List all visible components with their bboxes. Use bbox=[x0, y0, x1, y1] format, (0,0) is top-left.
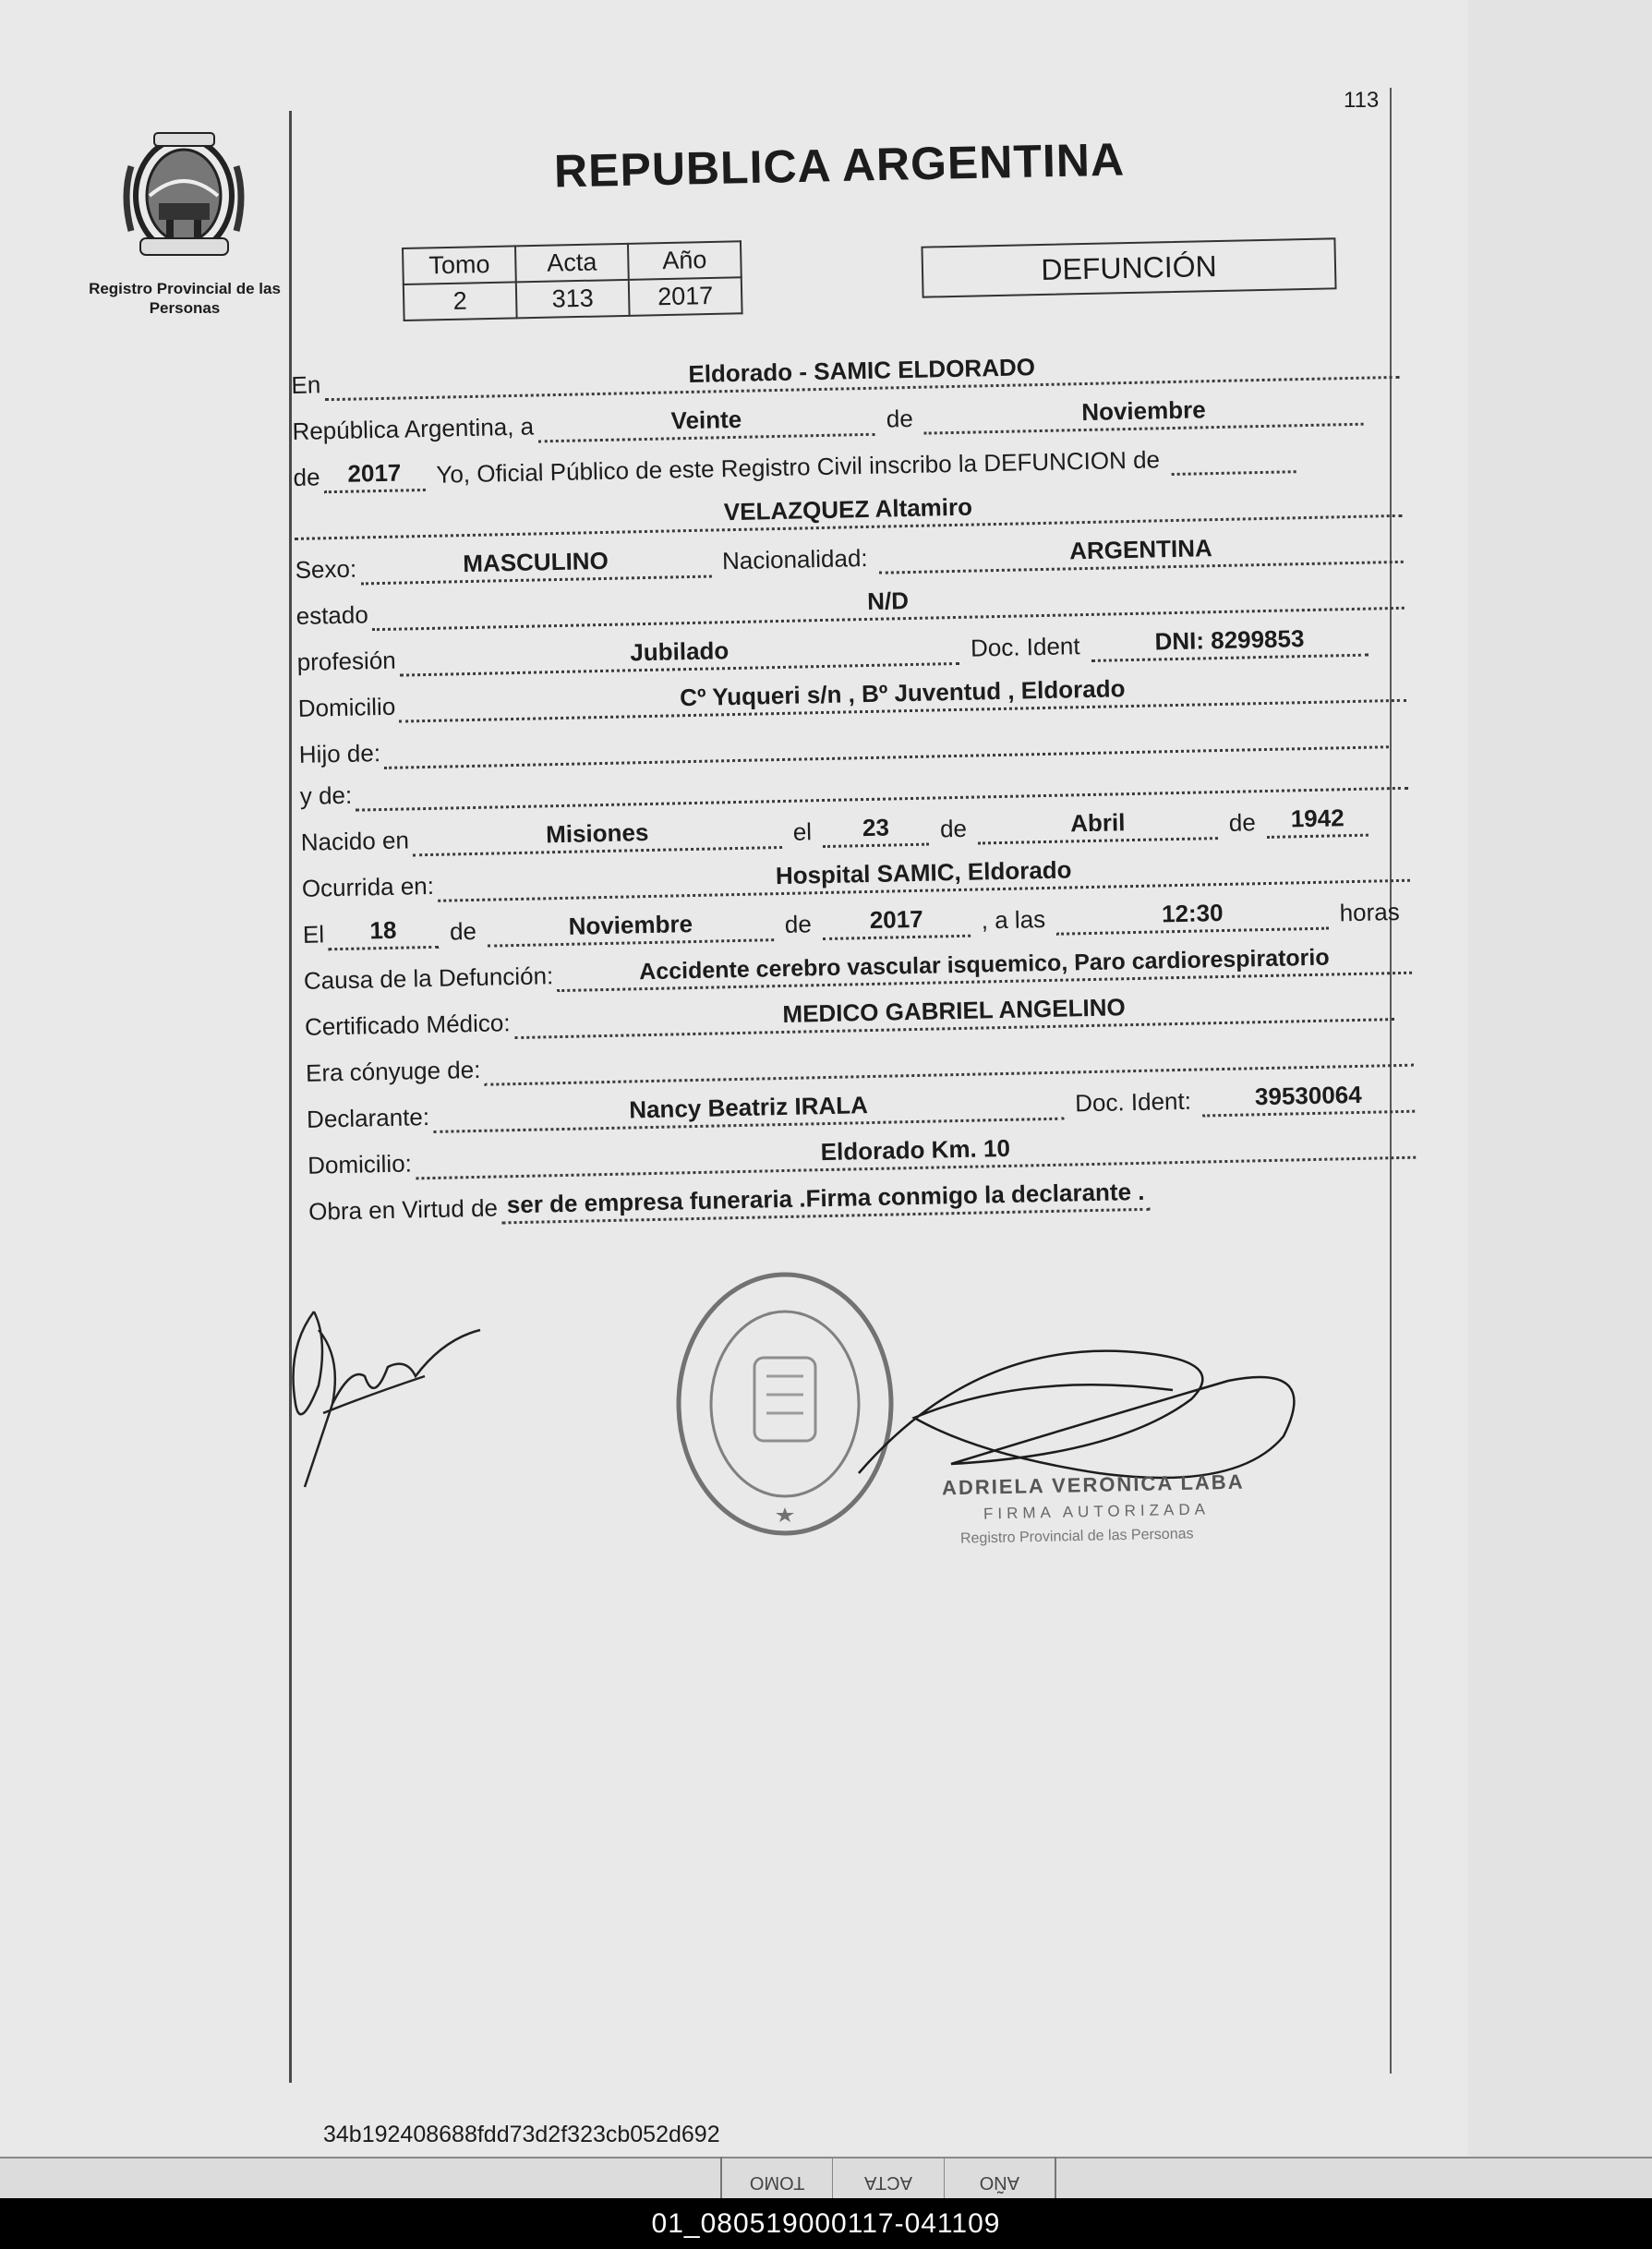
value-ocurrida-en: Hospital SAMIC, Eldorado bbox=[438, 849, 1410, 902]
label-El: El bbox=[302, 920, 325, 949]
value-certificado: MEDICO GABRIEL ANGELINO bbox=[513, 987, 1394, 1039]
value-decl-doc: 39530064 bbox=[1202, 1080, 1416, 1118]
value-def-hora: 12:30 bbox=[1056, 897, 1329, 936]
registry-header-tomo: Tomo bbox=[403, 246, 516, 284]
label-causa: Causa de la Defunción: bbox=[303, 961, 554, 995]
label-y-de: y de: bbox=[299, 780, 353, 810]
registry-header-anio: Año bbox=[628, 241, 742, 280]
label-en: En bbox=[291, 370, 321, 399]
label-profesion: profesión bbox=[296, 646, 397, 676]
next-sheet-col-acta: ACTA bbox=[832, 2157, 943, 2198]
label-decl-doc: Doc. Ident: bbox=[1074, 1086, 1192, 1118]
value-obra: ser de empresa funeraria .Firma conmigo la declarante . bbox=[501, 1178, 1151, 1225]
official-role: FIRMA AUTORIZADA bbox=[983, 1500, 1211, 1523]
label-certificado: Certificado Médico: bbox=[304, 1009, 511, 1041]
value-deceased-name: VELAZQUEZ Altamiro bbox=[294, 484, 1402, 540]
label-nacido-de: de bbox=[939, 814, 968, 843]
label-hijo-de: Hijo de: bbox=[298, 739, 381, 768]
emblem-caption: Registro Provincial de las Personas bbox=[89, 280, 281, 317]
label-estado: estado bbox=[295, 600, 369, 630]
death-record-form bbox=[291, 342, 1417, 1279]
label-declarante: Declarante: bbox=[306, 1103, 430, 1133]
next-sheet-table bbox=[720, 2157, 1056, 2198]
value-rep-day: Veinte bbox=[537, 403, 876, 443]
label-nacido-de-anio: de bbox=[1228, 808, 1257, 837]
value-domicilio: Cº Yuqueri s/n , Bº Juventud , Eldorado bbox=[399, 669, 1406, 723]
value-rep-month: Noviembre bbox=[923, 393, 1363, 435]
value-nacido-lugar: Misiones bbox=[413, 816, 783, 856]
label-year-de: de bbox=[293, 463, 320, 491]
label-nacionalidad: Nacionalidad: bbox=[721, 543, 868, 575]
official-name: ADRIELA VERONICA LABA bbox=[941, 1469, 1245, 1500]
value-year: 2017 bbox=[323, 458, 426, 493]
label-republica: República Argentina, a bbox=[292, 412, 535, 445]
value-nacido-mes: Abril bbox=[978, 806, 1219, 844]
registry-table bbox=[402, 240, 743, 321]
value-declarante: Nancy Beatriz IRALA bbox=[433, 1087, 1065, 1133]
value-en: Eldorado - SAMIC ELDORADO bbox=[324, 345, 1400, 401]
label-ocurrida-en: Ocurrida en: bbox=[301, 871, 435, 902]
value-inscribe-blank bbox=[1171, 468, 1296, 476]
value-def-dia: 18 bbox=[328, 915, 440, 951]
label-def-de: de bbox=[449, 916, 477, 946]
next-sheet-col-anio: AÑO bbox=[944, 2157, 1055, 2198]
value-estado: N/D bbox=[371, 576, 1404, 631]
file-name-footer: 01_080519000117-041109 bbox=[0, 2198, 1652, 2249]
document-hash: 34b192408688fdd73d2f323cb052d692 bbox=[323, 2122, 720, 2147]
value-nacido-dia: 23 bbox=[823, 813, 930, 848]
value-profesion: Jubilado bbox=[399, 632, 959, 677]
value-def-mes: Noviembre bbox=[488, 908, 775, 947]
registry-value-acta: 313 bbox=[516, 280, 630, 319]
label-obra: Obra en Virtud de bbox=[307, 1193, 499, 1226]
document-type-box: DEFUNCIÓN bbox=[921, 237, 1336, 297]
label-horas: horas bbox=[1339, 897, 1400, 927]
value-def-anio: 2017 bbox=[822, 904, 971, 940]
label-decl-domicilio: Domicilio: bbox=[307, 1149, 413, 1179]
value-nacido-anio: 1942 bbox=[1266, 804, 1369, 839]
registry-value-tomo: 2 bbox=[404, 282, 517, 320]
label-nacido-en: Nacido en bbox=[300, 826, 410, 856]
value-causa: Accidente cerebro vascular isquemico, Paro cardiorespiratorio bbox=[557, 943, 1412, 992]
label-doc-ident: Doc. Ident bbox=[970, 632, 1080, 662]
registry-value-anio: 2017 bbox=[629, 277, 742, 316]
label-def-de-anio: de bbox=[784, 910, 813, 938]
adjacent-page bbox=[1454, 0, 1652, 2180]
provincial-emblem-icon bbox=[122, 129, 247, 268]
label-sexo: Sexo: bbox=[295, 554, 357, 584]
page-number: 113 bbox=[1344, 88, 1380, 113]
document-title: REPUBLICA ARGENTINA bbox=[553, 133, 1126, 198]
value-sexo: MASCULINO bbox=[360, 545, 712, 586]
signature-declarante-icon bbox=[277, 1275, 499, 1496]
value-doc-ident: DNI: 8299853 bbox=[1091, 623, 1369, 662]
label-el: el bbox=[792, 817, 813, 846]
next-sheet-col-tomo: TOMO bbox=[749, 2172, 805, 2193]
value-decl-domicilio: Eldorado Km. 10 bbox=[415, 1126, 1416, 1180]
label-de: de bbox=[886, 404, 914, 433]
official-office: Registro Provincial de las Personas bbox=[959, 1526, 1194, 1547]
label-a-las: , a las bbox=[981, 905, 1046, 935]
label-conyuge: Era cónyuge de: bbox=[305, 1055, 481, 1087]
label-domicilio: Domicilio bbox=[297, 692, 396, 722]
value-nacionalidad: ARGENTINA bbox=[878, 530, 1404, 574]
inscribe-text: Yo, Oficial Público de este Registro Civil inscribo la DEFUNCION de bbox=[436, 445, 1161, 489]
registry-header-acta: Acta bbox=[515, 244, 629, 283]
